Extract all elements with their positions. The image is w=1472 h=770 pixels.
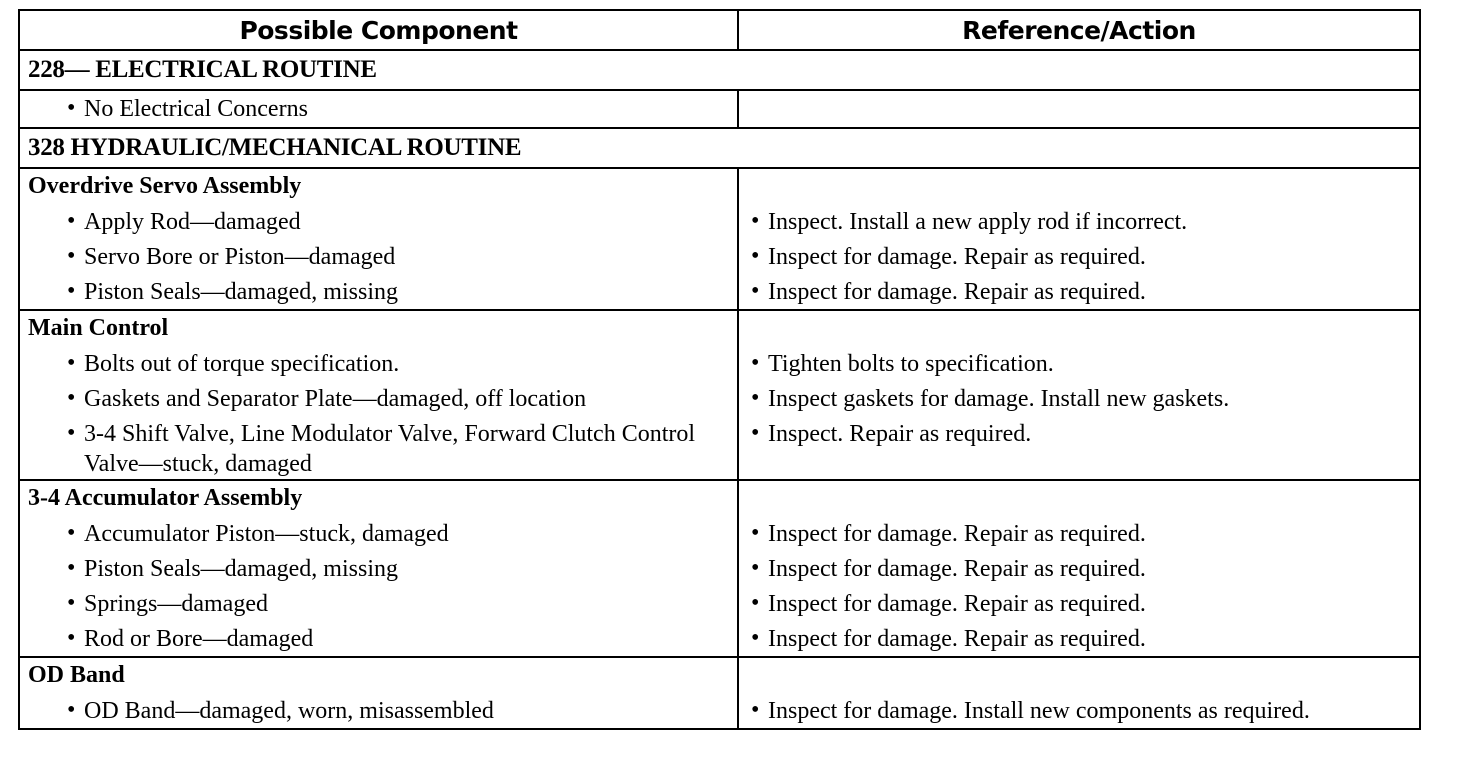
group-accumulator bbox=[19, 480, 1420, 657]
action-text: Inspect for damage. Install new components as required. bbox=[768, 698, 1310, 724]
action-text: Inspect for damage. Repair as required. bbox=[768, 626, 1146, 652]
action-text: Inspect for damage. Repair as required. bbox=[768, 591, 1146, 617]
action-text: Inspect for damage. Repair as required. bbox=[768, 521, 1146, 547]
component-text: Rod or Bore—damaged bbox=[84, 626, 314, 652]
action-text: Inspect for damage. Repair as required. bbox=[768, 556, 1146, 582]
action-cell bbox=[738, 168, 1420, 310]
component-text: Springs—damaged bbox=[84, 591, 268, 617]
list-item bbox=[20, 516, 737, 551]
list-item bbox=[739, 516, 1419, 551]
action-text: Tighten bolts to specification. bbox=[768, 351, 1054, 377]
component-cell bbox=[19, 168, 738, 310]
component-text: Accumulator Piston—stuck, damaged bbox=[84, 521, 449, 547]
list-item bbox=[20, 693, 737, 728]
action-text: Inspect for damage. Repair as required. bbox=[768, 244, 1146, 270]
bullet: • bbox=[751, 208, 760, 234]
diagnosis-table bbox=[18, 9, 1421, 730]
list-item bbox=[739, 693, 1419, 728]
list-item bbox=[739, 239, 1419, 274]
list-item bbox=[20, 416, 737, 479]
bullet: • bbox=[67, 208, 76, 234]
component-text: Piston Seals—damaged, missing bbox=[84, 279, 398, 305]
section-row-electrical bbox=[19, 50, 1420, 90]
component-text: Servo Bore or Piston—damaged bbox=[84, 244, 396, 270]
list-item bbox=[739, 381, 1419, 416]
list-item bbox=[20, 204, 737, 239]
bullet: • bbox=[67, 625, 76, 651]
component-cell bbox=[19, 480, 738, 657]
group-title: Main Control bbox=[28, 315, 169, 341]
section-row-hydraulic bbox=[19, 128, 1420, 168]
bullet: • bbox=[67, 243, 76, 269]
list-item bbox=[739, 274, 1419, 309]
action-text: Inspect. Install a new apply rod if incorrect. bbox=[768, 209, 1188, 235]
action-text: Inspect gaskets for damage. Install new gaskets. bbox=[768, 386, 1230, 412]
group-od-band bbox=[19, 657, 1420, 729]
group-main-control bbox=[19, 310, 1420, 480]
action-cell bbox=[738, 90, 1420, 128]
component-cell bbox=[19, 310, 738, 480]
bullet: • bbox=[751, 590, 760, 616]
bullet: • bbox=[751, 350, 760, 376]
component-text: 3-4 Shift Valve, Line Modulator Valve, Forward Clutch Control Valve—stuck, damaged bbox=[84, 421, 696, 477]
list-item bbox=[20, 551, 737, 586]
bullet: • bbox=[751, 555, 760, 581]
bullet: • bbox=[751, 243, 760, 269]
component-cell bbox=[19, 90, 738, 128]
bullet: • bbox=[751, 697, 760, 723]
bullet: • bbox=[67, 520, 76, 546]
component-cell bbox=[19, 657, 738, 729]
list-item bbox=[20, 346, 737, 381]
section-title-electrical: 228— ELECTRICAL ROUTINE bbox=[19, 50, 1420, 90]
bullet: • bbox=[67, 385, 76, 411]
header-possible-component: Possible Component bbox=[19, 10, 738, 50]
list-item bbox=[20, 621, 737, 656]
bullet: • bbox=[751, 520, 760, 546]
component-text: Piston Seals—damaged, missing bbox=[84, 556, 398, 582]
action-cell bbox=[738, 310, 1420, 480]
component-text: Apply Rod—damaged bbox=[84, 209, 301, 235]
component-text: Bolts out of torque specification. bbox=[84, 351, 400, 377]
action-cell bbox=[738, 480, 1420, 657]
bullet: • bbox=[67, 278, 76, 304]
section-title-hydraulic: 328 HYDRAULIC/MECHANICAL ROUTINE bbox=[19, 128, 1420, 168]
bullet: • bbox=[67, 590, 76, 616]
list-item bbox=[739, 346, 1419, 381]
list-item bbox=[20, 274, 737, 309]
group-title: Overdrive Servo Assembly bbox=[28, 173, 302, 199]
component-text: OD Band—damaged, worn, misassembled bbox=[84, 698, 494, 724]
component-text: Gaskets and Separator Plate—damaged, off location bbox=[84, 386, 587, 412]
component-text: No Electrical Concerns bbox=[84, 96, 308, 122]
action-cell bbox=[738, 657, 1420, 729]
bullet: • bbox=[751, 278, 760, 304]
bullet: • bbox=[751, 385, 760, 411]
group-title: OD Band bbox=[28, 662, 125, 688]
bullet: • bbox=[67, 350, 76, 376]
list-item bbox=[739, 621, 1419, 656]
list-item bbox=[739, 204, 1419, 239]
bullet: • bbox=[67, 697, 76, 723]
action-text: Inspect. Repair as required. bbox=[768, 421, 1032, 447]
bullet: • bbox=[67, 420, 76, 446]
list-item bbox=[739, 551, 1419, 586]
bullet: • bbox=[67, 95, 76, 121]
list-item bbox=[20, 586, 737, 621]
header-reference-action: Reference/Action bbox=[738, 10, 1420, 50]
table-row bbox=[19, 90, 1420, 128]
list-item bbox=[20, 239, 737, 274]
group-overdrive-servo bbox=[19, 168, 1420, 310]
bullet: • bbox=[751, 420, 760, 446]
bullet: • bbox=[751, 625, 760, 651]
group-title: 3-4 Accumulator Assembly bbox=[28, 485, 303, 511]
list-item bbox=[739, 586, 1419, 621]
action-text: Inspect for damage. Repair as required. bbox=[768, 279, 1146, 305]
list-item bbox=[20, 381, 737, 416]
header-row bbox=[19, 10, 1420, 50]
bullet: • bbox=[67, 555, 76, 581]
list-item bbox=[739, 416, 1419, 451]
